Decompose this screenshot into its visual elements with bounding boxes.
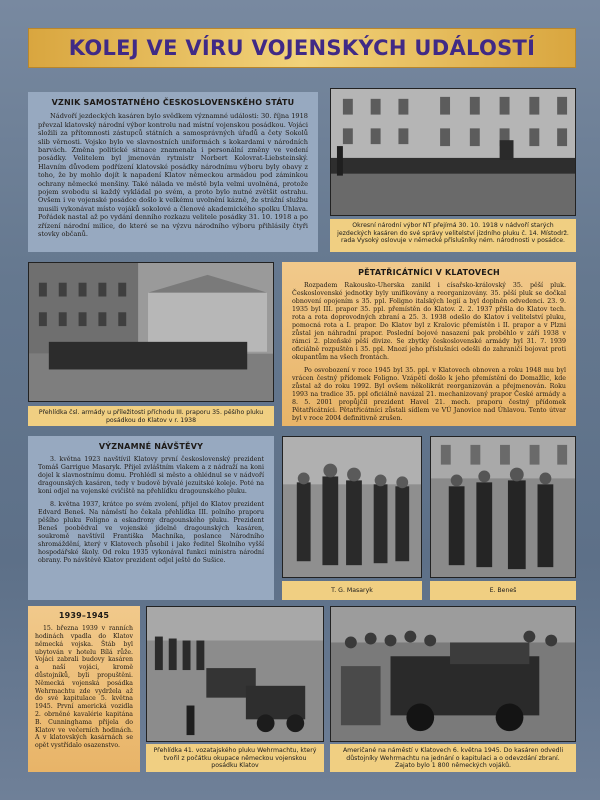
photo-barracks-courtyard-image bbox=[331, 89, 575, 215]
section-independence bbox=[28, 92, 318, 252]
title-banner bbox=[28, 28, 576, 68]
photo-wehrmacht-parade bbox=[146, 606, 324, 742]
photo-masaryk-caption: T. G. Masaryk bbox=[282, 581, 422, 600]
photo-army-parade-image bbox=[29, 263, 273, 401]
photo-army-parade bbox=[28, 262, 274, 402]
photo-benes-image bbox=[431, 437, 575, 577]
section-35th-regiment bbox=[282, 262, 576, 426]
section-visits bbox=[28, 436, 274, 600]
photo-masaryk-image bbox=[283, 437, 421, 577]
section-visits-heading: VÝZNAMNÉ NÁVŠTĚVY bbox=[98, 442, 204, 451]
photo-benes-caption: E. Beneš bbox=[430, 581, 576, 600]
section-35th-regiment-paragraph-2: Po osvobození v roce 1945 byl 35. ppl. v Klatovech obnoven a roku 1948 mu byl vrácen čestný přídomek Foligno. Vzápětí došlo k jeho přemístění do Domažlic, kde zůstal až do roku 1992. Byl ovšem několikrát reorganizován a přejmenován. Roku 1993 na tradice 35. ppl oficiálně navázal 21. mechanizovaný prapor České armády a 8. 5. 2001 propůjčil prezident Havel 21. mech. praporu čestný přídomek Pětatřicátníci. Pětatřicátníci zůstali sídlem ve VÚ Janovice nad Úhlavou. Tento útvar byl v roce 2004 definitivně zrušen. bbox=[292, 367, 566, 423]
photo-army-parade-caption: Přehlídka čsl. armády u příležitosti příchodu III. praporu 35. pěšího pluku posádkou do Klatov v r. 1938 bbox=[28, 406, 274, 426]
section-independence-text: Nádvoří jezdeckých kasáren bylo svědkem významné události: 30. října 1918 převzal klatovský národní výbor kontrolu nad místní vojenskou posádkou. Vojáci složili za přítomnosti zástupců státních a samosprávných úřadů a čety Sokolů slib věrnosti. Vojsko bylo ve slavnostních uniformách s kokardami v národních barvách. Změna politické situace znamenala i personální změny ve vedení posádky. Velitelem byl jmenován rytmistr Norbert Kolovrat-Liebsteinský. Hlavním důvodem podřízení klatovské posádky národnímu výboru byly obavy z toho, že by mohlo dojít k napadení Klatov německou armádou pod záminkou ochrany německé menšiny. Také nálada ve městě byla velmi uvolněná, protože pojem svobodu si každý vykládal po svém, a proto bylo nutné zvětšit ostrahu. Ovšem i ve vojenské posádce došlo k velkému uvolnění kázně, že strážní službu musili vykonávat místo vojáků sokolové a členové akademického spolku Úhlava. Pořádek nastal až po vydání denního rozkazu velitele posádky 31. 10. 1918 a po zřízení národní milice, do které se na výzvu národního výboru přihlásily čtyři stovky občanů. bbox=[38, 112, 308, 238]
section-independence-heading: VZNIK SAMOSTATNÉHO ČESKOSLOVENSKÉHO STÁTU bbox=[51, 98, 295, 107]
section-visits-paragraph-2: 8. května 1937, krátce po svém zvolení, přijel do Klatov prezident Edvard Beneš. Na náměstí ho čekala přehlídka III. polního praporu pěšího pluku Foligno a eskadrony dragounského pluku. Prezident Beneš poobědval ve vojenské jídelně dragounských kasáren, soukromě navštívil Františka Machníka, poslance Národního shromáždění, který v Klatovech působil i jako ředitel Školního vyšší hospodářské školy. Od roku 1935 vykonával funkci ministra národní obrany. Po návštěvě Klatov prezident odjel ještě do Sušice. bbox=[38, 501, 264, 565]
photo-americans-square-caption: Američané na náměstí v Klatovech 6. května 1945. Do kasáren odvedli důstojníky Wehrmachtu na jednání o kapitulaci a o odevzdání zbraní. Zajato bylo 1 800 německých vojáků. bbox=[330, 744, 576, 772]
photo-benes bbox=[430, 436, 576, 578]
photo-barracks-courtyard-caption: Okresní národní výbor NT přejímá 30. 10. 1918 v nádvoří starých jezdeckých kasáren do své správy velitelství jízdního pluku č. 14. Místodrž. rada Vysoký oslovuje v německé příslušníky ném. národnosti v posádce. bbox=[330, 219, 576, 252]
photo-wehrmacht-parade-image bbox=[147, 607, 323, 741]
section-35th-regiment-paragraph-1: Rozpadem Rakousko-Uherska zanikl i císařsko-královský 35. pěší pluk. Československé jednotky byly unifikovány a reorganizovány. 35. pěší pluk se dočkal obnovení opojením s 35. ppl. Foligno italských legií a byl doplněn odvedenci. 23. 9. 1935 byl III. prapor 35. ppl. přemístěn do Klatov. 2. 2. 1937 přišla do Klatov tech. rota a rota doprovodných zbraní a 25. 3. 1938 odešlo do Klatov i velitelství pluku, pomocná rota a I. prapor. Do Klatov byl z Kralovic přemístěn i II. prapor a v Plzni zůstal jen náhradní prapor. Poslední bojové nasazení pak proběhlo v září 1938 v rámci 2. plzeňské pěší divize. Se zbytky československé armády byl 31. 7. 1939 oficiálně rozpuštěn i 35. ppl. Mnozí jeho příslušníci odešli do zahraničí bojovat proti okupantům na všech frontách. bbox=[292, 282, 566, 362]
section-visits-paragraph-1: 3. května 1923 navštívil Klatovy první československý prezident Tomáš Garrigue Masaryk. Přijel zvláštním vlakem a z nádraží na koni dojel k slavnostnímu domu. Prohlédl si město a ohlédnul se v nádvoří dragounských kasáren, tedy v budově bývalé jezuitské koleje. Poté na koni odjel na vojenské cvičiště na přehlídku dragounského pluku. bbox=[38, 456, 264, 496]
page-title: KOLEJ VE VÍRU VOJENSKÝCH UDÁLOSTÍ bbox=[68, 36, 536, 60]
photo-masaryk bbox=[282, 436, 422, 578]
section-35th-regiment-heading: PĚTATŘICÁTNÍCI V KLATOVECH bbox=[358, 268, 500, 277]
section-wartime-text: 15. března 1939 v ranních hodinách vpadla do Klatov německá vojska. Štáb byl ubytován v hotelu Bílá růže. Vojáci zabrali budovy kasáren a naší vojáci, kromě důstojníků, byli propuštěni. Německá vojenská posádka Wehrmachtu zde vydržela až do své kapitulace 5. května 1945. První americká vozidla 2. obrněné kavalérie kapitána B. Cunninghama přijela do Klatov ve večerních hodinách. A v klatovských kasárnách se opět vystřídalo osazenstvo. bbox=[35, 625, 133, 750]
photo-barracks-courtyard bbox=[330, 88, 576, 216]
section-wartime-heading: 1939–1945 bbox=[58, 611, 110, 620]
section-wartime bbox=[28, 606, 140, 772]
photo-americans-square-image bbox=[331, 607, 575, 741]
photo-americans-square bbox=[330, 606, 576, 742]
photo-wehrmacht-parade-caption: Přehlídka 41. vozatajského pluku Wehrmachtu, který tvořil z počátku okupace německou vojenskou posádku Klatov bbox=[146, 744, 324, 772]
